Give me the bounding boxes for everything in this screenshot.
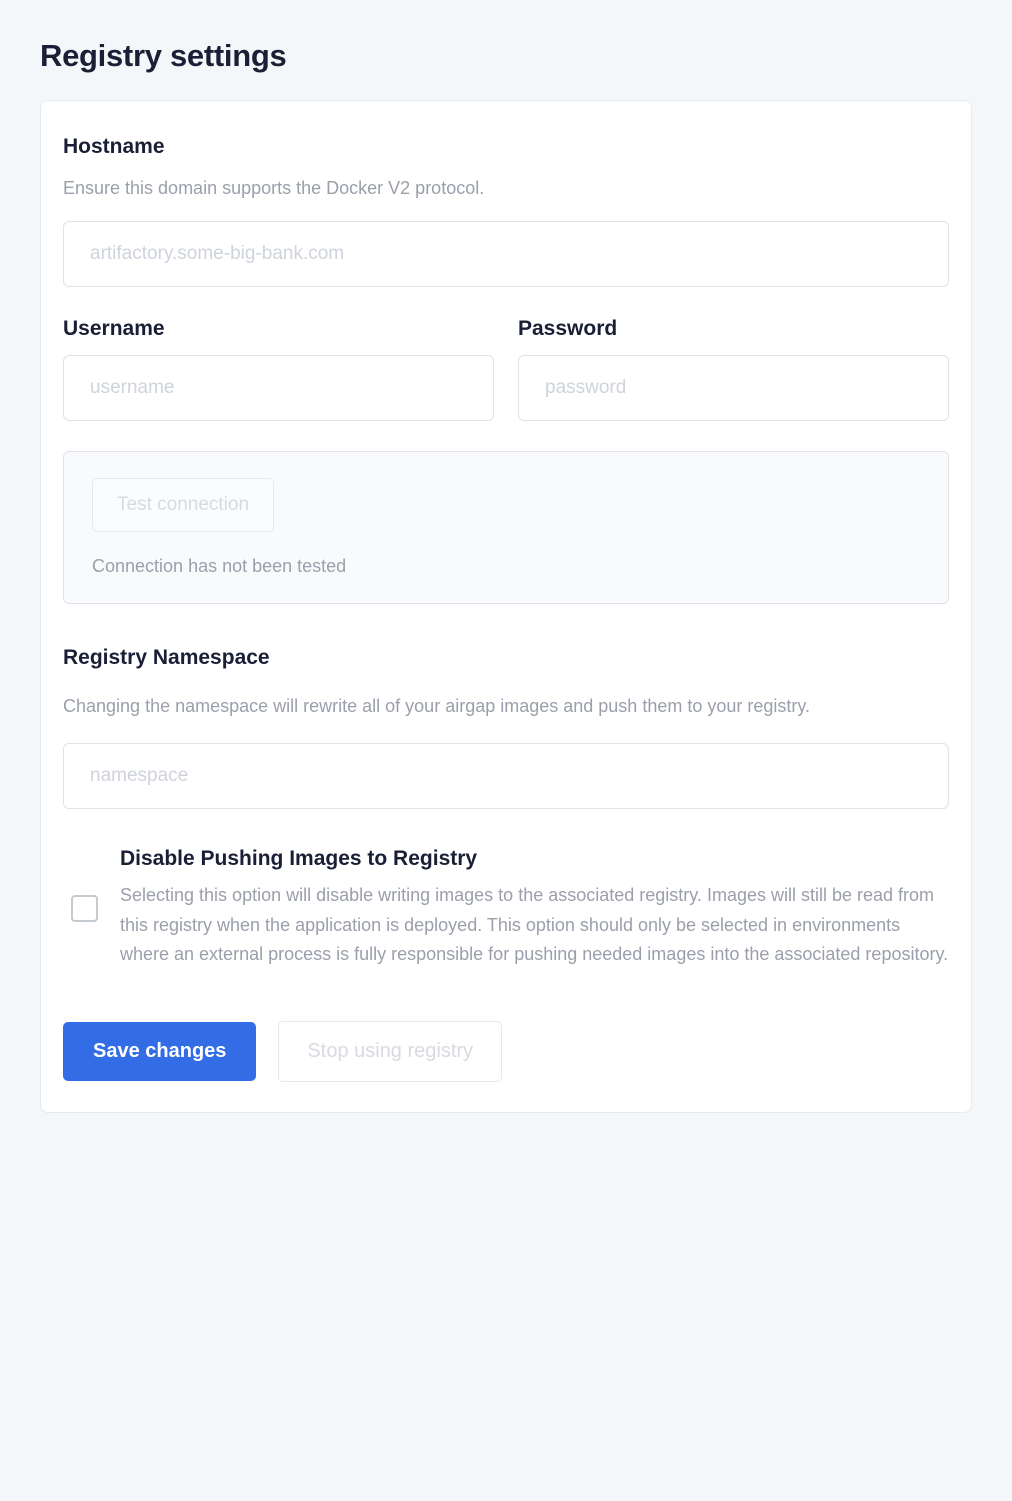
test-connection-button[interactable]: Test connection [92, 478, 274, 532]
disable-push-title: Disable Pushing Images to Registry [120, 847, 478, 871]
disable-push-description: Selecting this option will disable writing images to the associated registry. Images will still be read from this registry when the application is deployed. This option should only be selected in environments where an external process is fully responsible for pushing needed images into the associated repository. [120, 885, 949, 964]
hostname-label: Hostname [63, 135, 165, 158]
disable-push-row [63, 847, 949, 969]
registry-namespace-label: Registry Namespace [63, 646, 270, 670]
password-field-group [518, 317, 949, 421]
stop-using-registry-button[interactable]: Stop using registry [278, 1021, 502, 1082]
registry-settings-card [40, 100, 972, 1113]
hostname-section [63, 135, 949, 287]
registry-namespace-input[interactable] [63, 743, 949, 809]
disable-push-body [120, 847, 949, 969]
username-input[interactable] [63, 355, 494, 421]
registry-namespace-section [63, 646, 949, 809]
username-field-group [63, 317, 494, 421]
test-connection-panel [63, 451, 949, 604]
disable-push-checkbox[interactable] [71, 895, 98, 922]
password-input[interactable] [518, 355, 949, 421]
page-title: Registry settings [40, 38, 287, 73]
username-label: Username [63, 317, 165, 341]
registry-namespace-description: Changing the namespace will rewrite all of your airgap images and push them to your registry. [63, 696, 811, 717]
test-connection-status: Connection has not been tested [92, 556, 347, 577]
form-actions [63, 1021, 949, 1082]
credentials-row [63, 317, 949, 421]
hostname-input[interactable] [63, 221, 949, 287]
save-changes-button[interactable]: Save changes [63, 1022, 256, 1081]
password-label: Password [518, 317, 618, 341]
hostname-helper-text: Ensure this domain supports the Docker V2 protocol. [63, 178, 485, 198]
